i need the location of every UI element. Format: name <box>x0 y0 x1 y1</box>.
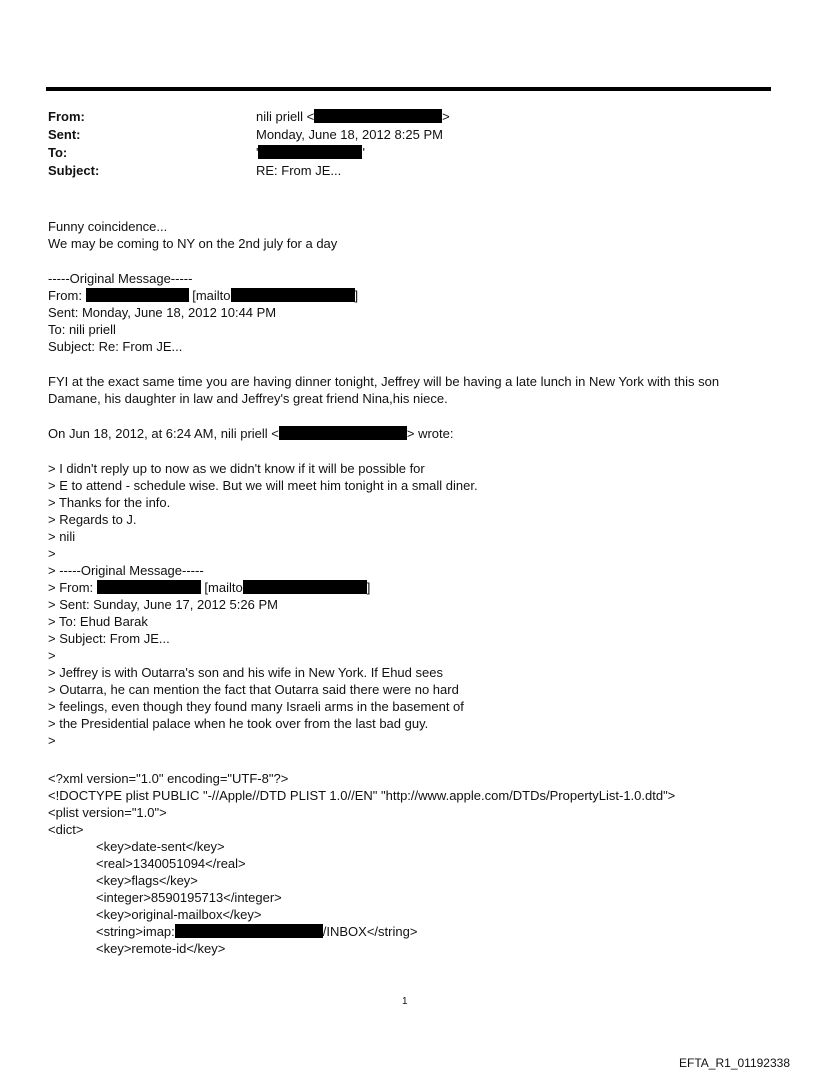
redaction-box <box>258 145 365 160</box>
redaction-box <box>86 288 189 302</box>
orig-to-line: To: nili priell <box>48 322 116 337</box>
xml-line: <real>1340051094</real> <box>96 856 246 871</box>
quoted-line: > Subject: From JE... <box>48 631 170 646</box>
quoted-line: > To: Ehud Barak <box>48 614 148 629</box>
from-name: nili priell < <box>256 109 315 124</box>
orig-subject-line: Subject: Re: From JE... <box>48 339 183 354</box>
redaction-box <box>231 288 355 302</box>
subject-label: Subject: <box>48 163 100 178</box>
xml-line: <key>remote-id</key> <box>96 941 226 956</box>
from-value <box>256 108 450 125</box>
quoted-line: > Thanks for the info. <box>48 495 171 510</box>
xml-imap-line: <string>imap: /INBOX</string> <box>96 924 418 939</box>
xml-line: <!DOCTYPE plist PUBLIC "-//Apple//DTD PLIST 1.0//EN" "http://www.apple.com/DTDs/PropertyList-1.0.dtd"> <box>48 788 676 803</box>
body-line: Damane, his daughter in law and Jeffrey's great friend Nina,his niece. <box>48 391 448 406</box>
quoted-line: > <box>48 648 56 663</box>
quoted-line: > <box>48 546 56 561</box>
body-line: We may be coming to NY on the 2nd july for a day <box>48 236 338 251</box>
orig-sent-line: Sent: Monday, June 18, 2012 10:44 PM <box>48 305 277 320</box>
quoted-line: > Regards to J. <box>48 512 137 527</box>
quoted-from-line: > From: [mailto ] <box>48 580 371 595</box>
from-label: From: <box>48 109 85 124</box>
page-number: 1 <box>402 996 408 1007</box>
xml-line: <?xml version="1.0" encoding="UTF-8"?> <box>48 771 289 786</box>
subject-value: RE: From JE... <box>256 163 342 178</box>
body-line: Funny coincidence... <box>48 219 168 234</box>
redaction-box <box>175 924 323 938</box>
quoted-line: > Outarra, he can mention the fact that Outarra said there were no hard <box>48 682 459 697</box>
body-line: FYI at the exact same time you are having dinner tonight, Jeffrey will be having a late lunch in New York with this son <box>48 374 720 389</box>
quoted-line: > <box>48 733 56 748</box>
quoted-line: > E to attend - schedule wise. But we will meet him tonight in a small diner. <box>48 478 478 493</box>
header-rule <box>46 87 771 91</box>
xml-line: <plist version="1.0"> <box>48 805 167 820</box>
quoted-line: > nili <box>48 529 76 544</box>
to-close: ' <box>362 145 365 160</box>
wrote-line: On Jun 18, 2012, at 6:24 AM, nili priell < > wrote: <box>48 426 454 441</box>
xml-line: <key>flags</key> <box>96 873 198 888</box>
sent-value: Monday, June 18, 2012 8:25 PM <box>256 127 443 142</box>
document-id: EFTA_R1_01192338 <box>679 1056 790 1070</box>
original-message-separator: -----Original Message----- <box>48 271 193 286</box>
redaction-box <box>97 580 201 594</box>
quoted-line: > -----Original Message----- <box>48 563 204 578</box>
quoted-line: > Jeffrey is with Outarra's son and his wife in New York. If Ehud sees <box>48 665 443 680</box>
redaction-box <box>243 580 367 594</box>
quoted-line: > Sent: Sunday, June 17, 2012 5:26 PM <box>48 597 278 612</box>
quoted-line: > feelings, even though they found many Israeli arms in the basement of <box>48 699 464 714</box>
orig-from-line: From: [mailto ] <box>48 288 359 303</box>
xml-line: <key>date-sent</key> <box>96 839 225 854</box>
xml-line: <integer>8590195713</integer> <box>96 890 282 905</box>
from-close: > <box>442 109 450 124</box>
redaction-box <box>279 426 407 440</box>
quoted-line: > I didn't reply up to now as we didn't know if it will be possible for <box>48 461 425 476</box>
to-label: To: <box>48 145 68 160</box>
sent-label: Sent: <box>48 127 81 142</box>
redaction-box <box>314 109 442 123</box>
to-value <box>256 144 365 161</box>
xml-line: <dict> <box>48 822 84 837</box>
quoted-line: > the Presidential palace when he took over from the last bad guy. <box>48 716 429 731</box>
to-open: ' <box>256 145 259 160</box>
xml-line: <key>original-mailbox</key> <box>96 907 262 922</box>
